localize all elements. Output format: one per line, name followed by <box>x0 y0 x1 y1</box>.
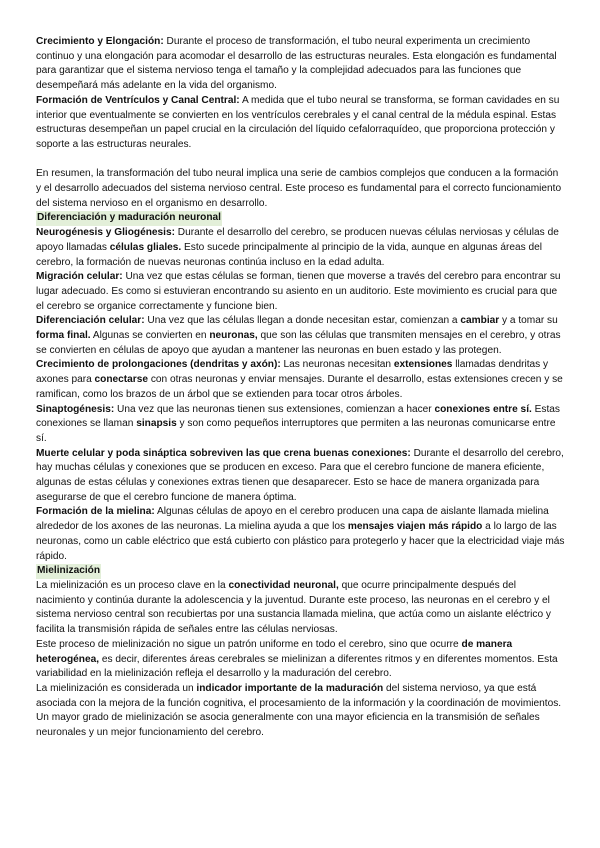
body-text: La mielinización es un proceso clave en la <box>36 580 229 591</box>
paragraph-sinaptogenesis <box>36 403 566 447</box>
body-text: Las neuronas necesitan <box>280 359 394 371</box>
paragraph-prolongaciones <box>36 358 566 402</box>
bold-text: sinapsis <box>136 418 177 430</box>
paragraph-spacer <box>36 153 566 168</box>
body-text: A medida que el tubo neural se transforma, se forman cavidades en su interior que eventualmente se convierten en los ventrículos cerebrales y el canal central de la médula espinal. Estas estructuras desempeñan un papel crucial en la circulación del líquido cefalorraquídeo, que proporciona protección y soporte a las estructuras neurales. <box>36 94 560 150</box>
body-text: Este proceso de mielinización no sigue un patrón uniforme en todo el cerebro, sino que ocurre <box>36 638 462 650</box>
bold-text: Crecimiento y Elongación: <box>36 36 164 47</box>
bold-text: células gliales. <box>109 241 182 253</box>
bold-text: indicador importante de la maduración <box>196 682 384 694</box>
body-text: Durante el desarrollo del cerebro, hay muchas células y conexiones que se producen en exceso. Para que el cerebro funcione de manera eficiente, algunas de estas células y conexiones extras tienen que desaparecer. Esto se hace de manera organizada para asegurarse de que el cerebro funcione de manera óptima. <box>36 447 564 503</box>
bold-text: extensiones <box>393 359 453 371</box>
body-text: Algunas células de apoyo en el cerebro producen una capa de aislante llamada mielina alrededor de los axones de las neuronas. La mielina ayuda a que los <box>36 506 549 533</box>
section-heading-text: Diferenciación y maduración neuronal <box>36 211 222 226</box>
bold-text: conectarse <box>94 374 149 386</box>
body-text: La mielinización es considerada un <box>36 682 197 694</box>
body-text: Una vez que las neuronas tienen sus extensiones, comienzan a hacer <box>114 403 435 415</box>
paragraph-resumen <box>36 167 566 211</box>
body-text: es decir, diferentes áreas cerebrales se mielinizan a diferentes ritmos y en diferentes momentos. Esta variabilidad en la mielinización refleja el desarrollo y la maduración del cerebro. <box>36 653 558 680</box>
body-text: Durante el proceso de transformación, el tubo neural experimenta un crecimiento continuo y una elongación para acomodar el desarrollo de las estructuras neurales. Esta elongación es fundamental para garantizar que el sistema nervioso tenga el tamaño y la complejidad adecuados para las funciones que desempeñará más adelante en la vida del organismo. <box>36 36 557 92</box>
paragraph-crecimiento-elongacion <box>36 35 566 94</box>
body-text: Durante el desarrollo del cerebro, se producen nuevas células nerviosas y células de apoyo llamadas <box>36 227 559 253</box>
document-body <box>36 35 566 741</box>
paragraph-diferenciacion-celular <box>36 314 566 358</box>
paragraph-migracion <box>36 270 566 314</box>
body-text: Una vez que estas células se forman, tienen que moverse a través del cerebro para encontrar su lugar adecuado. Es como si estuvieran encontrando su asiento en un auditorio. Este movimiento es crucial para que el cerebro se organice correctamente y funcione bien. <box>36 271 561 312</box>
paragraph-mielinizacion-2 <box>36 638 566 682</box>
body-text: llamadas dendritas y axones para <box>36 359 549 386</box>
section-heading-text: Mielinización <box>36 564 101 579</box>
body-text: con otras neuronas y enviar mensajes. Durante el desarrollo, estas extensiones crecen y se ramifican, como los brazos de un árbol que se extienden para tocar otros árboles. <box>36 374 563 400</box>
section-heading <box>36 564 566 579</box>
bold-text: Neurogénesis y Gliogénesis: <box>36 227 175 239</box>
bold-text: Formación de la mielina: <box>36 506 155 518</box>
body-text: que ocurre principalmente después del nacimiento y continúa durante la adolescencia y la juventud. Durante este proceso, las neuronas en el cerebro y el sistema nervioso central son recubiertas por una sustancia llamada mielina, que actúa como un aislante eléctrico y facilita la transmisión rápida de señales entre las células nerviosas. <box>36 580 551 636</box>
paragraph-ventriculos-canal <box>36 94 566 153</box>
body-text: y a tomar su <box>499 315 558 327</box>
bold-text: Migración celular: <box>36 271 123 283</box>
body-text: Esto sucede principalmente al principio de la vida, aunque en algunas áreas del cerebro, la formación de nuevas neuronas continúa incluso en la edad adulta. <box>36 241 543 268</box>
bold-text: cambiar <box>460 315 500 327</box>
body-text: que son las células que transmiten mensajes en el cerebro, y otras se convierten en células de apoyo que ayudan a mantener las neuronas en buen estado y las protegen. <box>36 330 561 356</box>
bold-text: conectividad neuronal, <box>228 580 339 591</box>
body-text: Estas conexiones se llaman <box>36 403 560 430</box>
bold-text: mensajes viajen más rápido <box>347 521 483 533</box>
body-text: del sistema nervioso, ya que está asociada con la mejora de la función cognitiva, el procesamiento de la información y la coordinación de movimientos. Un mayor grado de mielinización se asocia generalmente con una mayor eficiencia en la transmisión de señales neuronales y un mejor funcionamiento del cerebro. <box>36 682 562 739</box>
body-text: Una vez que las células llegan a donde necesitan estar, comienzan a <box>144 315 461 327</box>
bold-text: Diferenciación celular: <box>36 315 145 327</box>
section-heading <box>36 211 566 226</box>
body-text: Algunas se convierten en <box>90 330 210 342</box>
paragraph-muerte-celular <box>36 447 566 506</box>
bold-text: de manera heterogénea, <box>36 638 513 665</box>
paragraph-mielinizacion-1 <box>36 579 566 638</box>
paragraph-formacion-mielina <box>36 505 566 564</box>
body-text: En resumen, la transformación del tubo neural implica una serie de cambios complejos que conducen a la formación y el desarrollo adecuados del sistema nervioso central. Este proceso es fundamental para el correcto funcionamiento del sistema nervioso en el organismo en desarrollo. <box>36 168 562 209</box>
bold-text: Formación de Ventrículos y Canal Central: <box>36 94 240 106</box>
bold-text: forma final. <box>36 330 91 342</box>
bold-text: neuronas, <box>209 330 258 342</box>
paragraph-mielinizacion-3 <box>36 682 566 741</box>
body-text: y son como pequeños interruptores que permiten a las neuronas comunicarse entre sí. <box>36 418 556 444</box>
bold-text: Sinaptogénesis: <box>36 403 115 415</box>
bold-text: Muerte celular y poda sináptica sobreviven las que crena buenas conexiones: <box>36 447 411 459</box>
bold-text: Crecimiento de prolongaciones (dendritas y axón): <box>36 359 281 371</box>
body-text: a lo largo de las neuronas, como un cable eléctrico que está cubierto con plástico para protegerlo y hacer que la electricidad viaje más rápido. <box>36 521 565 562</box>
bold-text: conexiones entre sí. <box>434 403 532 415</box>
paragraph-neurogenesis <box>36 226 566 270</box>
